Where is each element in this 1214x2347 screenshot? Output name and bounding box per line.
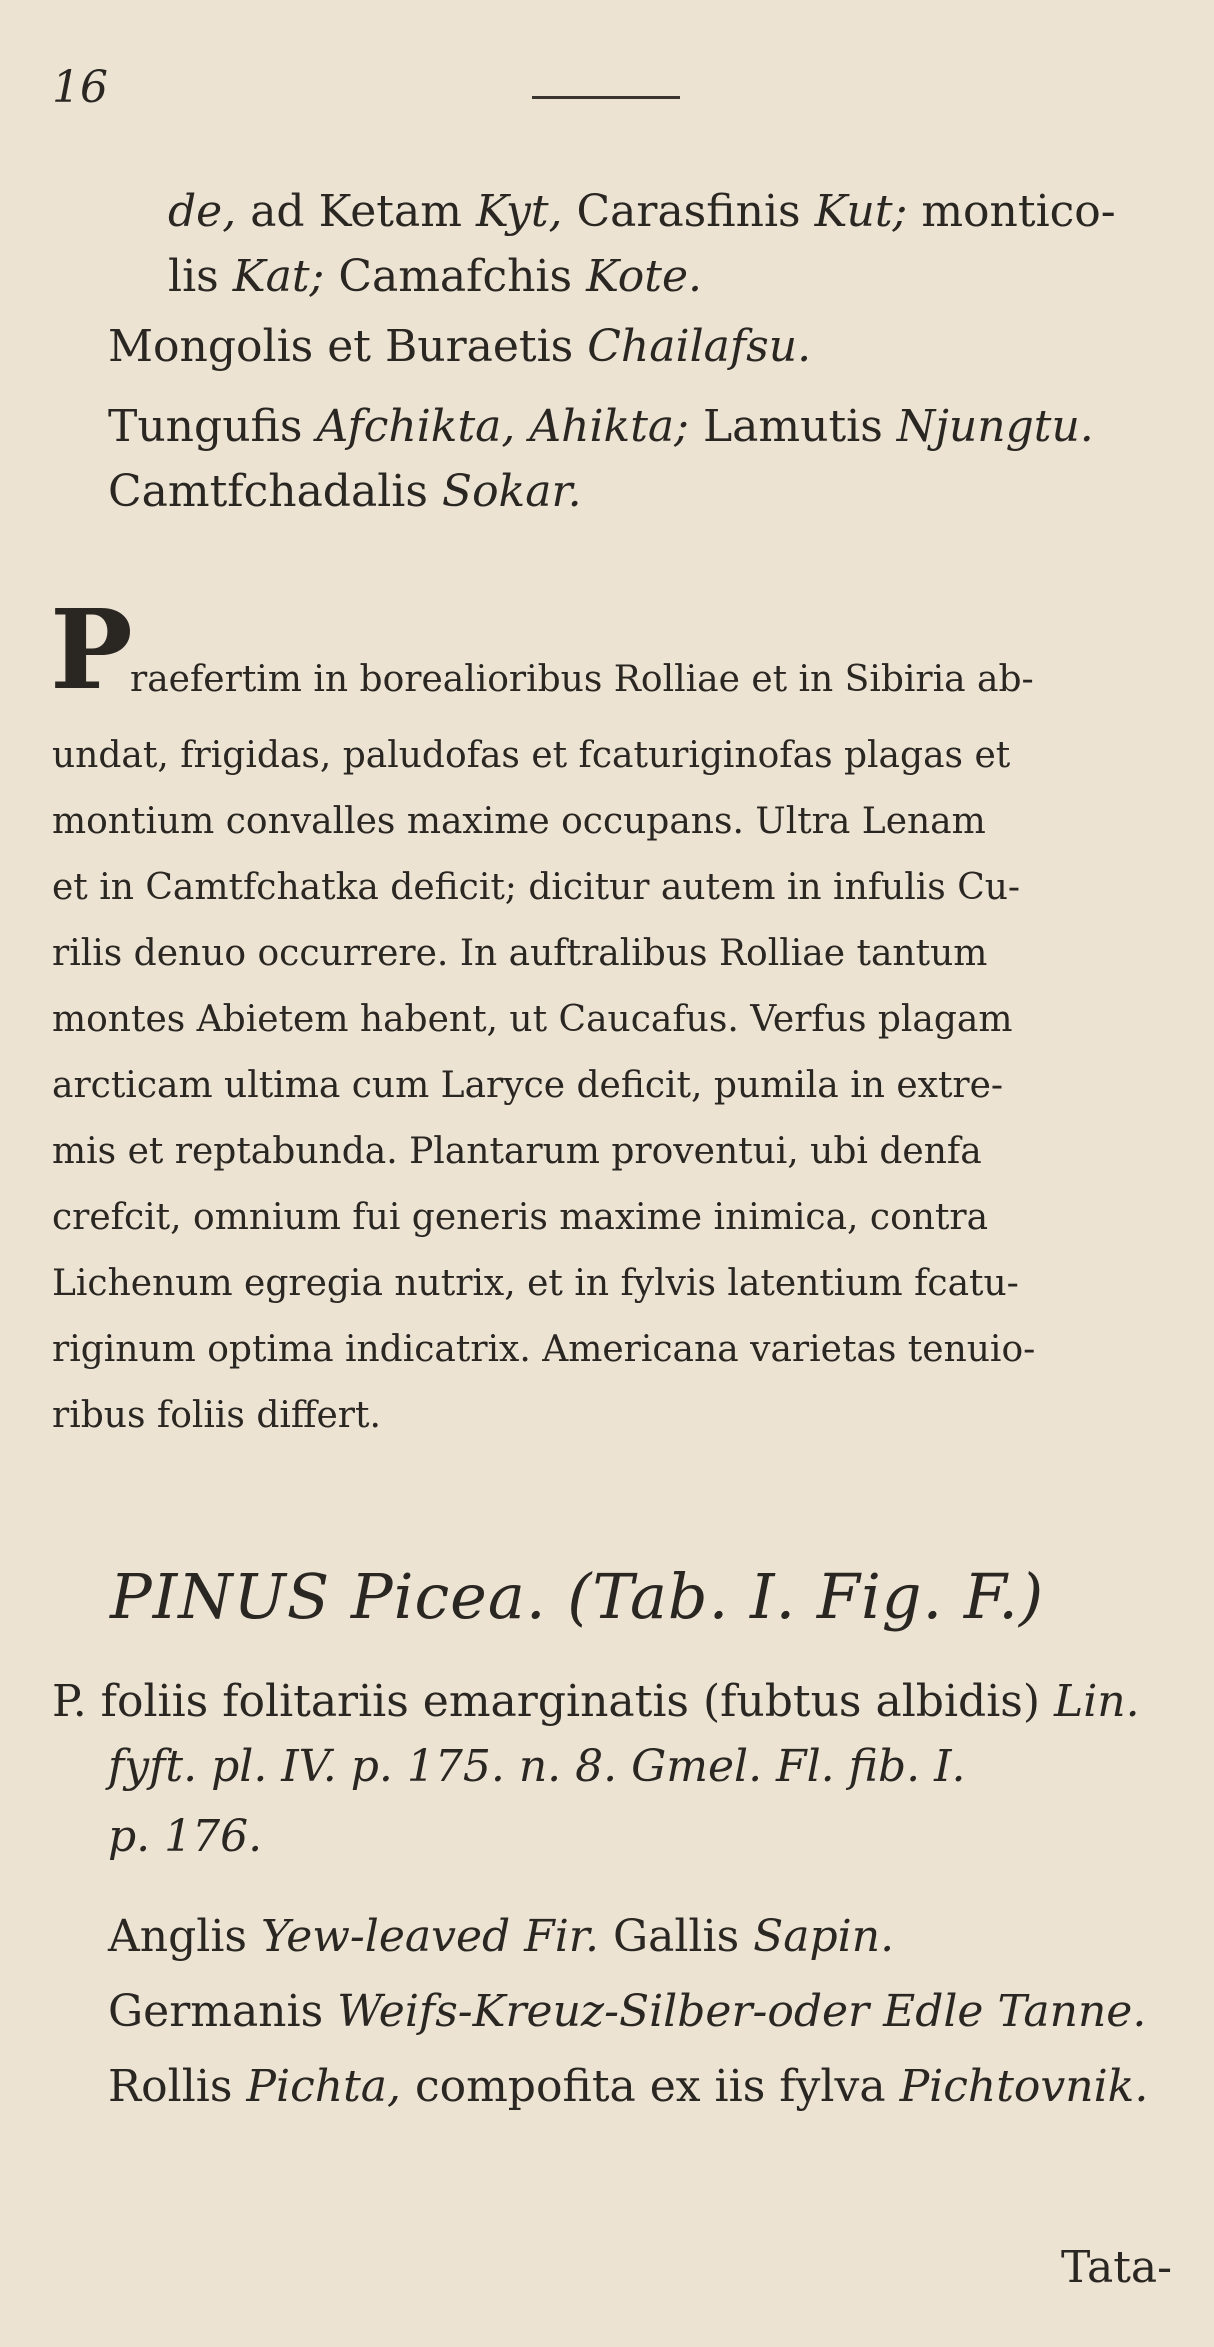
paragraph-line: montes Abietem habent, ut Caucafus. Verfus plagam (52, 999, 1013, 1040)
names-line-5: Camtfchadalis Sokar. (108, 466, 582, 517)
vernacular-line-2: Germanis Weifs-Kreuz-Silber-oder Edle Tanne. (108, 1986, 1147, 2037)
paragraph-line: mis et reptabunda. Plantarum proventui, ubi denfa (52, 1131, 982, 1172)
description-line-3: p. 176. (108, 1811, 263, 1862)
vernacular-line-3: Rollis Pichta, compofita ex iis fylva Pichtovnik. (108, 2061, 1149, 2112)
drop-cap: P (50, 585, 133, 714)
paragraph-line: raefertim in borealioribus Rolliae et in Sibiria ab- (130, 659, 1034, 700)
page-number: 16 (52, 62, 108, 113)
paragraph-line: rilis denuo occurrere. In auftralibus Rolliae tantum (52, 933, 988, 974)
paragraph-line: Lichenum egregia nutrix, et in fylvis latentium fcatu- (52, 1263, 1019, 1304)
header-rule (532, 96, 680, 99)
names-line-3: Mongolis et Buraetis Chailafsu. (108, 321, 812, 372)
names-line-4: Tungufis Afchikta, Ahikta; Lamutis Njungtu. (108, 401, 1094, 452)
paragraph-line: arcticam ultima cum Laryce deficit, pumila in extre- (52, 1065, 1004, 1106)
paragraph-line: riginum optima indicatrix. Americana varietas tenuio- (52, 1329, 1036, 1370)
paragraph-line: et in Camtfchatka deficit; dicitur autem in infulis Cu- (52, 867, 1021, 908)
paragraph-line: crefcit, omnium fui generis maxime inimica, contra (52, 1197, 989, 1238)
description-line-2: fyft. pl. IV. p. 175. n. 8. Gmel. Fl. fib. I. (108, 1741, 966, 1792)
species-title: PINUS Picea. (Tab. I. Fig. F.) (110, 1560, 1045, 1633)
paragraph-line: ribus foliis differt. (52, 1395, 381, 1436)
names-line-2: lis Kat; Camafchis Kote. (168, 251, 702, 302)
vernacular-line-1: Anglis Yew-leaved Fir. Gallis Sapin. (108, 1911, 895, 1962)
catchword: Tata- (1061, 2242, 1172, 2293)
description-line-1: P. foliis folitariis emarginatis (fubtus albidis) Lin. (52, 1676, 1140, 1727)
paragraph-line: undat, frigidas, paludofas et fcaturiginofas plagas et (52, 735, 1011, 776)
paragraph-line: montium convalles maxime occupans. Ultra Lenam (52, 801, 986, 842)
names-line-1: de, ad Ketam Kyt, Carasfinis Kut; montico- (168, 186, 1116, 237)
